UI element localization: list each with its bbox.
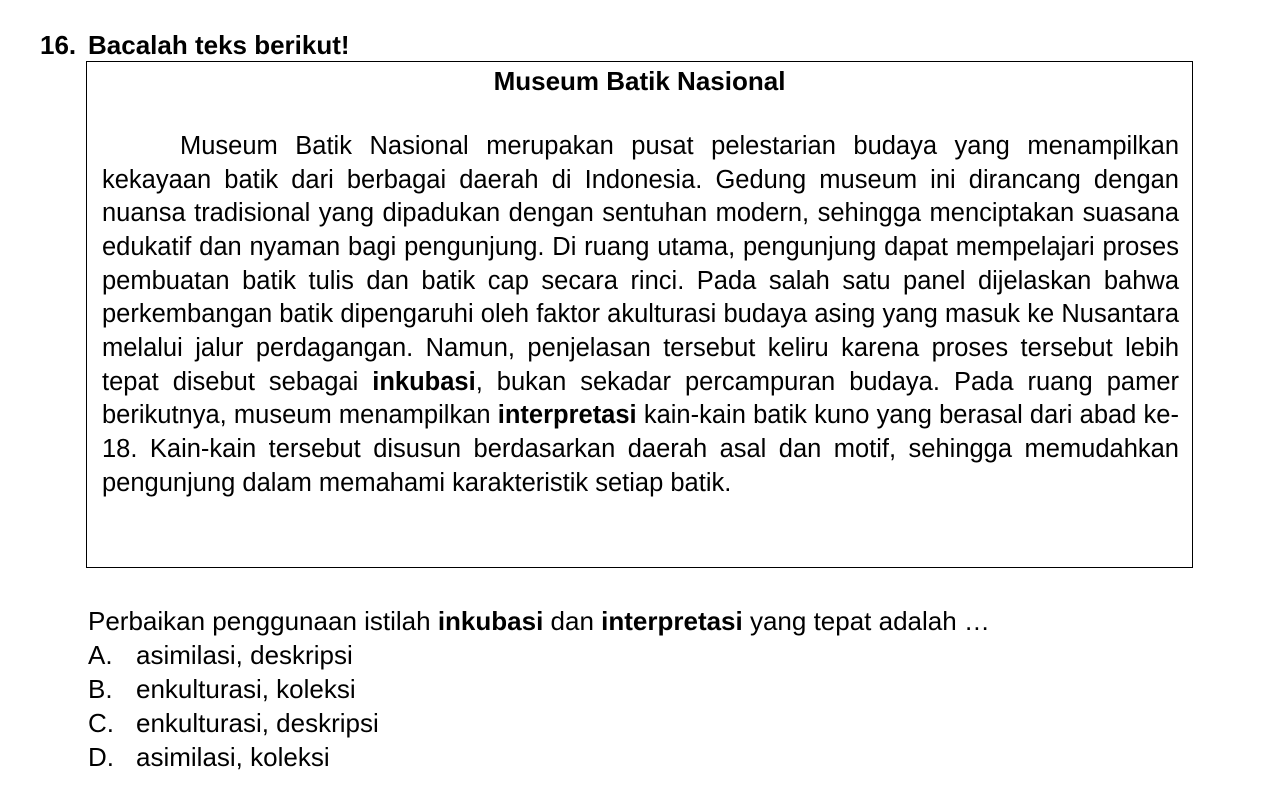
question-instruction: Bacalah teks berikut! (88, 30, 350, 60)
question-prompt (88, 604, 990, 638)
passage-text-3: kain-kain batik kuno yang berasal dari abad ke-18. Kain-kain tersebut disusun berdasarkan daerah asal dan motif, sehingga memudahkan pengunjung dalam memahami karakteristik setiap batik. (102, 401, 1179, 497)
question-number: 16. (40, 30, 77, 60)
prompt-term-inkubasi: inkubasi (437, 606, 544, 636)
passage-box (86, 61, 1193, 568)
passage-term-interpretasi: interpretasi (497, 401, 637, 430)
option-c[interactable] (88, 706, 379, 740)
option-text: enkulturasi, koleksi (136, 674, 356, 704)
option-text: asimilasi, koleksi (136, 742, 330, 772)
option-d[interactable] (88, 740, 379, 774)
passage-text-1: Museum Batik Nasional merupakan pusat pelestarian budaya yang menampilkan kekayaan batik dari berbagai daerah di Indonesia. Gedung museum ini dirancang dengan nuansa tradisional yang dipadukan dengan sentuhan modern, sehingga menciptakan suasana edukatif dan nyaman bagi pengunjung. Di ruang utama, pengunjung dapat mempelajari proses pembuatan batik tulis dan batik cap secara rinci. Pada salah satu panel dijelaskan bahwa perkembangan batik dipengaruhi oleh faktor akulturasi budaya asing yang masuk ke Nusantara melalui jalur perdagangan. Namun, penjelasan tersebut keliru karena proses tersebut lebih tepat disebut sebagai (102, 132, 1179, 396)
prompt-text-3: yang tepat adalah … (742, 606, 990, 636)
answer-options (88, 638, 379, 774)
option-b[interactable] (88, 672, 379, 706)
option-letter: B. (88, 674, 113, 704)
prompt-text-2: dan (543, 606, 602, 636)
prompt-text-1: Perbaikan penggunaan istilah (88, 606, 438, 636)
option-letter: C. (88, 708, 114, 738)
option-letter: D. (88, 742, 114, 772)
option-a[interactable] (88, 638, 379, 672)
prompt-term-interpretasi: interpretasi (601, 606, 743, 636)
passage-body (102, 130, 1179, 500)
option-text: asimilasi, deskripsi (136, 640, 353, 670)
passage-title: Museum Batik Nasional (493, 66, 786, 96)
question-header (40, 28, 350, 62)
passage-text-2: , bukan sekadar percampuran budaya. Pada ruang pamer berikutnya, museum menampilkan (102, 367, 1179, 430)
option-text: enkulturasi, deskripsi (136, 708, 379, 738)
option-letter: A. (88, 640, 113, 670)
passage-term-inkubasi: inkubasi (372, 367, 476, 396)
